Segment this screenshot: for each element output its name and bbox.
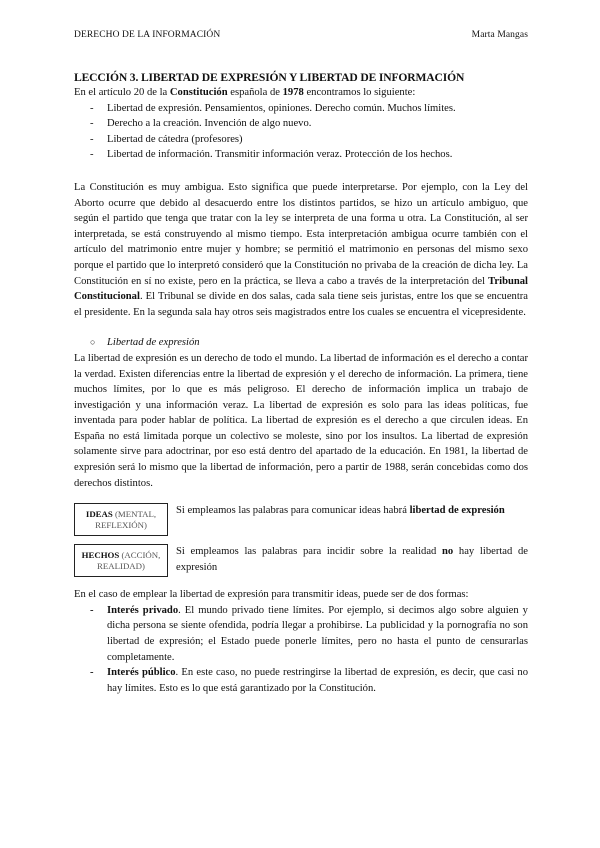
list-item	[90, 665, 528, 696]
list-item	[90, 603, 528, 665]
header-author: Marta Mangas	[471, 30, 528, 40]
intro-year: 1978	[282, 87, 304, 98]
intro-text: En el artículo 20 de la	[74, 87, 170, 98]
intro-line	[74, 85, 528, 101]
ideas-box	[74, 503, 168, 536]
header-course: DERECHO DE LA INFORMACIÓN	[74, 30, 221, 40]
tribunal-constitucional: Tribunal Constitucional	[74, 275, 528, 303]
paragraph-text-tail: . El Tribunal se divide en dos salas, cada sala tiene seis juristas, entre los que se encuentra el presidente. En la segunda sala hay otros seis magistrados entre los cuales se encuentra el vicepresidente.	[74, 291, 528, 318]
hechos-label: HECHOS	[81, 550, 120, 561]
forms-intro: En el caso de emplear la libertad de expresión para transmitir ideas, puede ser de dos formas:	[74, 589, 469, 601]
lesson-title: LECCIÓN 3. LIBERTAD DE EXPRESIÓN Y LIBERTAD DE INFORMACIÓN	[74, 71, 465, 84]
hechos-box	[74, 544, 168, 577]
ideas-label: IDEAS	[85, 509, 113, 520]
subheading-libertad-expresion	[74, 335, 528, 351]
hechos-text-bold: no	[442, 546, 454, 558]
hechos-text-post: hay libertad de expresión	[176, 546, 528, 573]
hechos-text	[176, 544, 528, 575]
paragraph-text: La Constitución es muy ambigua. Esto significa que puede interpretarse. Por ejemplo, con la Ley del Aborto ocurre que debido al desacuerdo entre los distintos partidos, se hizo un artículo ambiguo, que según el partido que tenga que tratar con la ley se interpreta de una forma u otra. La Constitución, al ser interpretada, se está construyendo al mismo tiempo. Esta interpretación ambigua ocurre también con el artículo del matrimonio entre mujer y hombre; se permitió el matrimonio en personas del mismo sexo porque el partido que lo interpretó consideró que la Constitución no privaba de la creación de dicha ley. La Constitución en sí no existe, pero en la práctica, se lleva a cabo a través de la interpretación del	[74, 181, 528, 287]
ideas-row	[74, 503, 528, 536]
subheading-text: Libertad de expresión	[107, 337, 200, 349]
hechos-sublabel: (ACCIÓN, REALIDAD)	[97, 550, 161, 571]
rights-list	[74, 101, 528, 163]
intro-text-end: encontramos lo siguiente:	[303, 87, 416, 98]
hechos-text-pre: Si empleamos las palabras para incidir sobre la realidad	[176, 546, 443, 558]
constitution-paragraph	[74, 180, 528, 320]
intro-constitucion: Constitución	[169, 87, 228, 98]
list-item: - Libertad de expresión. Pensamientos, opiniones. Derecho común. Muchos límites.	[90, 101, 528, 117]
interest-list	[74, 603, 528, 697]
interes-privado-label: Interés privado	[107, 604, 179, 616]
list-item: - Derecho a la creación. Invención de algo nuevo.	[90, 116, 528, 132]
interes-publico-text: . En este caso, no puede restringirse la libertad de expresión, es decir, que casi no hay límites. Esto es lo que está garantizado por la Constitución.	[107, 667, 528, 694]
list-item: - Libertad de cátedra (profesores)	[90, 132, 528, 148]
interes-publico-label: Interés público	[107, 667, 176, 679]
hechos-row	[74, 544, 528, 577]
document-body	[74, 70, 528, 696]
list-item: - Libertad de información. Transmitir información veraz. Protección de los hechos.	[90, 147, 528, 163]
page-header	[74, 30, 528, 40]
ideas-text-pre: Si empleamos las palabras para comunicar ideas habrá	[176, 505, 410, 517]
interes-privado-text: . El mundo privado tiene límites. Por ejemplo, si decimos algo sobre alguien y dicha persona se siente ofendida, podría llegar a prohibirse. La publicidad y la pornografía no son libertad de expresión; el Estado puede ponerle límites, pero no hasta el punto de censurarlas completamente.	[107, 604, 528, 663]
expression-paragraph: La libertad de expresión es un derecho de todo el mundo. La libertad de información es el derecho a contar la verdad. Existen diferencias entre la libertad de expresión y el derecho de información. La primera, tiene muchos límites, por lo que es más peligroso. El derecho de información implica un trabajo de investigación y una información veraz. La libertad de expresión es solo para las ideas políticas, fue inventada para poder hablar de política. La libertad de expresión es el derecho a que circulen ideas. En España no está limitada porque un colectivo se moleste, sino por los insultos. La libertad de expresión solamente sirve para adoctrinar, por eso está dentro del apartado de la educación. En 1981, la libertad de expresión será lo mismo que la libertad de información, pero a partir de 1988, serán concebidas como dos derechos distintos.	[74, 352, 528, 489]
ideas-text	[176, 503, 528, 519]
intro-text-mid: española de	[227, 87, 283, 98]
circle-bullet-icon: ○	[90, 337, 96, 348]
ideas-sublabel: (MENTAL, REFLEXIÓN)	[95, 509, 157, 530]
ideas-text-bold: libertad de expresión	[409, 505, 505, 517]
